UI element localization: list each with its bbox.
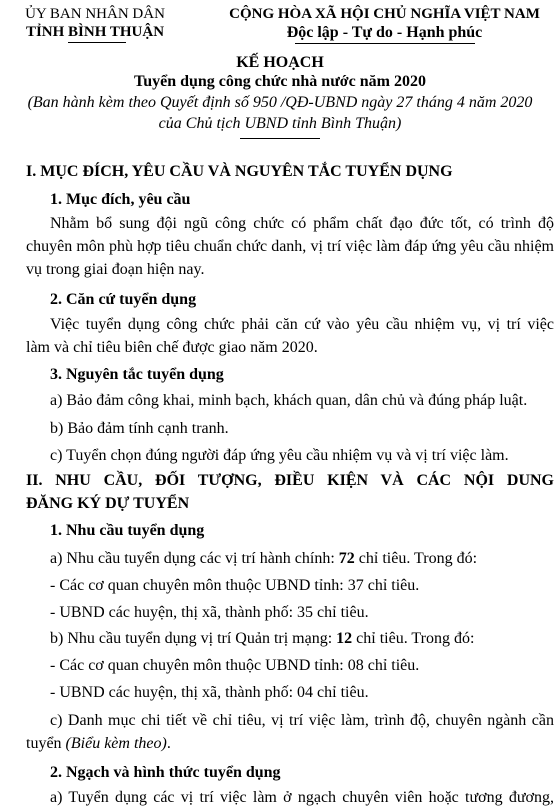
section2-heading-line1: II. NHU CẦU, ĐỐI TƯỢNG, ĐIỀU KIỆN VÀ CÁC NỘI DUNG: [26, 472, 554, 489]
item-c-annex-note: (Biểu kèm theo): [65, 735, 167, 752]
title-underline: [240, 138, 320, 139]
section1-sub2-heading: 2. Căn cứ tuyển dụng: [50, 291, 197, 308]
agency-name: ỦY BAN NHÂN DÂN: [25, 6, 165, 22]
doc-issued-line1: (Ban hành kèm theo Quyết định số 950 /QĐ-UBND ngày 27 tháng 4 năm 2020: [27, 94, 533, 111]
item-c-prefix: tuyển: [26, 735, 66, 752]
section2-sub1-item-b: [50, 630, 474, 648]
item-a-prefix: a) Nhu cầu tuyển dụng các vị trí hành chính:: [50, 550, 339, 567]
section1-sub1-heading: 1. Mục đích, yêu cầu: [50, 191, 191, 208]
section1-sub2-line2: làm và chỉ tiêu biên chế được giao năm 2020.: [26, 339, 318, 356]
item-a-suffix: chỉ tiêu. Trong đó:: [354, 550, 478, 567]
section2-sub1-item-c-line1: c) Danh mục chi tiết về chỉ tiêu, vị trí việc làm, trình độ, chuyên ngành cần: [50, 712, 554, 729]
section1-sub3-item-c: c) Tuyển chọn đúng người đáp ứng yêu cầu nhiệm vụ và vị trí việc làm.: [50, 447, 509, 464]
doc-subtitle: Tuyển dụng công chức nhà nước năm 2020: [134, 73, 426, 90]
national-motto: Độc lập - Tự do - Hạnh phúc: [286, 24, 483, 41]
item-b-suffix: chỉ tiêu. Trong đó:: [352, 630, 475, 647]
section1-sub3-heading: 3. Nguyên tắc tuyển dụng: [50, 366, 224, 383]
section2-sub1-b-dash2: - UBND các huyện, thị xã, thành phố: 04 chỉ tiêu.: [50, 684, 369, 701]
section2-heading-line2: ĐĂNG KÝ DỰ TUYỂN: [26, 495, 190, 512]
section1-sub1-line2: chuyên môn phù hợp tiêu chuẩn chức danh, vị trí việc làm đáp ứng yêu cầu nhiệm: [26, 238, 554, 255]
item-c-suffix: .: [166, 735, 171, 752]
section1-heading: I. MỤC ĐÍCH, YÊU CẦU VÀ NGUYÊN TẮC TUYỂN DỤNG: [26, 163, 453, 180]
section2-sub1-a-dash2: - UBND các huyện, thị xã, thành phố: 35 chỉ tiêu.: [50, 604, 369, 621]
doc-issued-line2: của Chủ tịch UBND tỉnh Bình Thuận): [158, 115, 402, 132]
section1-sub3-item-b: b) Bảo đảm tính cạnh tranh.: [50, 420, 229, 437]
item-b-prefix: b) Nhu cầu tuyển dụng vị trí Quản trị mạng:: [50, 630, 337, 647]
section2-sub1-item-c-line2: [26, 735, 171, 753]
section1-sub1-line1: Nhằm bổ sung đội ngũ công chức có phẩm chất đạo đức tốt, có trình độ: [50, 215, 554, 232]
section2-sub1-a-dash1: - Các cơ quan chuyên môn thuộc UBND tỉnh: 37 chỉ tiêu.: [50, 577, 420, 594]
section1-sub3-item-a: a) Bảo đảm công khai, minh bạch, khách quan, dân chủ và đúng pháp luật.: [50, 392, 528, 409]
national-title: CỘNG HÒA XÃ HỘI CHỦ NGHĨA VIỆT NAM: [229, 6, 540, 22]
item-a-count: 72: [338, 550, 355, 567]
section2-sub1-item-a: [50, 550, 477, 568]
item-b-count: 12: [336, 630, 353, 647]
header-left-underline: [68, 42, 126, 43]
section1-sub1-line3: vụ trong giai đoạn hiện nay.: [26, 261, 205, 278]
province-name: TỈNH BÌNH THUẬN: [25, 24, 165, 40]
section2-sub2-item-a-line1: a) Tuyển dụng các vị trí việc làm ở ngạch chuyên viên hoặc tương đương,: [50, 789, 554, 806]
section2-sub1-b-dash1: - Các cơ quan chuyên môn thuộc UBND tỉnh: 08 chỉ tiêu.: [50, 657, 420, 674]
doc-title: KẾ HOẠCH: [236, 54, 324, 71]
section1-sub2-line1: Việc tuyển dụng công chức phải căn cứ vào yêu cầu nhiệm vụ, vị trí việc: [50, 316, 554, 333]
section2-sub2-heading: 2. Ngạch và hình thức tuyển dụng: [50, 764, 281, 781]
header-right-underline: [295, 43, 475, 44]
section2-sub1-heading: 1. Nhu cầu tuyển dụng: [50, 522, 205, 539]
